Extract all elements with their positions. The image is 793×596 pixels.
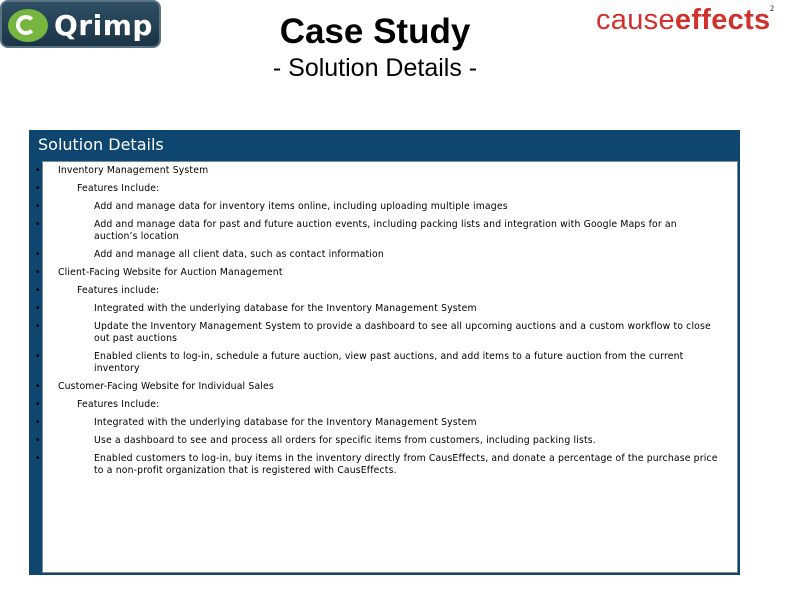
- section-title: • Inventory Management System: [43, 165, 737, 177]
- causeeffects-logo-part1: cause: [596, 4, 675, 36]
- panel-heading: Solution Details: [38, 135, 164, 154]
- feature-item: • Enabled customers to log-in, buy items in the inventory directly from CausEffects, and donate a percentage of the purchase price to a non-profit organization that is registered with CausEffects.: [43, 453, 737, 477]
- section-title: • Customer-Facing Website for Individual Sales: [43, 381, 737, 393]
- page-number: 2: [770, 4, 774, 13]
- feature-item: • Add and manage all client data, such as contact information: [43, 249, 737, 261]
- section-subheading: • Features Include:: [43, 183, 737, 195]
- section-title: • Client-Facing Website for Auction Management: [43, 267, 737, 279]
- panel-body: [42, 161, 738, 573]
- feature-item: • Integrated with the underlying database for the Inventory Management System: [43, 303, 737, 315]
- feature-item: • Integrated with the underlying database for the Inventory Management System: [43, 417, 737, 429]
- feature-item: • Enabled clients to log-in, schedule a future auction, view past auctions, and add items to a future auction from the current inventory: [43, 351, 737, 375]
- section-subheading: • Features include:: [43, 285, 737, 297]
- solution-details-panel: [29, 130, 740, 575]
- solution-list: [43, 165, 737, 477]
- section-subheading: • Features Include:: [43, 399, 737, 411]
- feature-item: • Use a dashboard to see and process all orders for specific items from customers, including packing lists.: [43, 435, 737, 447]
- causeeffects-logo-part2: effects: [674, 4, 771, 36]
- page-title: Case Study: [279, 12, 471, 51]
- feature-item: • Update the Inventory Management System to provide a dashboard to see all upcoming auctions and a custom workflow to close out past auctions: [43, 321, 737, 345]
- qrimp-logo-text: Qrimp: [54, 9, 153, 42]
- feature-item: • Add and manage data for inventory items online, including uploading multiple images: [43, 201, 737, 213]
- feature-item: • Add and manage data for past and future auction events, including packing lists and integration with Google Maps for an auction’s location: [43, 219, 737, 243]
- qrimp-logo: [0, 0, 161, 48]
- causeeffects-logo: [596, 4, 770, 37]
- page-subtitle: - Solution Details -: [272, 54, 478, 82]
- qrimp-logo-mark-icon: [8, 9, 48, 42]
